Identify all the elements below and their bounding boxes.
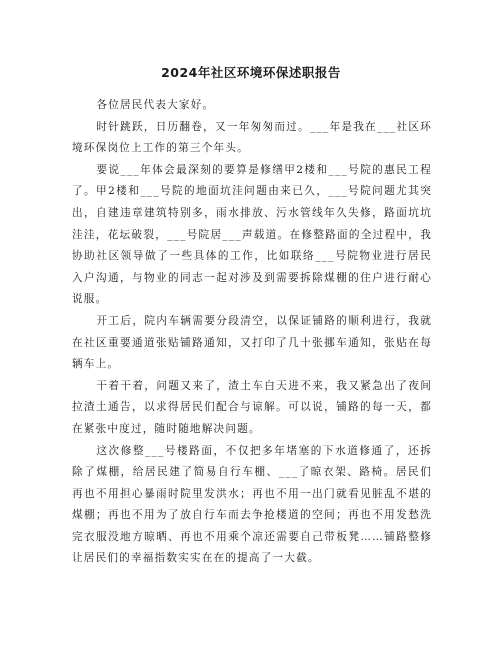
- paragraph-greeting: 各位居民代表大家好。: [96, 99, 215, 111]
- paragraph-intro: 时针跳跃，日历翻卷，又一年匆匆而过。___年是我在___社区环境环保岗位上工作的第三个年头。: [72, 120, 432, 155]
- paragraph-results: 这次修整___号楼路面，不仅把多年堵塞的下水道修通了，还拆除了煤棚，给居民建了简易自行车棚、___了晾衣架、路椅。居民们再也不用担心暴雨时院里发洪水；再也不用一出门就看见脏乱不堪的煤棚；再也不用为了放自行车而去争抢楼道的空间；再也不用发愁洗完衣服没地方晾晒、再也不用乘个凉还需要自己带板凳……铺路整修让居民们的幸福指数实实在在的提高了一大截。: [72, 444, 432, 565]
- paragraph-problems: 干着干着，问题又来了，渣土车白天进不来，我又紧急出了夜间拉渣土通告，以求得居民们配合与谅解。可以说，铺路的每一天，都在紧张中度过，随时随地解决问题。: [72, 379, 432, 435]
- paragraph-construction-start: 开工后，院内车辆需要分段清空，以保证铺路的顺利进行，我就在社区重要通道张贴铺路通知，又打印了几十张挪车通知，张贴在每辆车上。: [72, 314, 432, 371]
- document-body: [72, 95, 432, 570]
- paragraph-project: 要说___年体会最深刻的要算是修缮甲2楼和___号院的惠民工程了。甲2楼和___号院的地面坑洼问题由来已久，___号院问题尤其突出，自建违章建筑特别多，雨水排放、污水管线年久失修，路面坑坑洼洼，花坛破裂，___号院居___声载道。在修整路面的全过程中，我协助社区领导做了一些具体的工作，比如联络___号院物业进行居民入户沟通，与物业的同志一起对涉及到需要拆除煤棚的住户进行耐心说服。: [72, 163, 432, 306]
- document-title: 2024年社区环境环保述职报告: [161, 65, 341, 80]
